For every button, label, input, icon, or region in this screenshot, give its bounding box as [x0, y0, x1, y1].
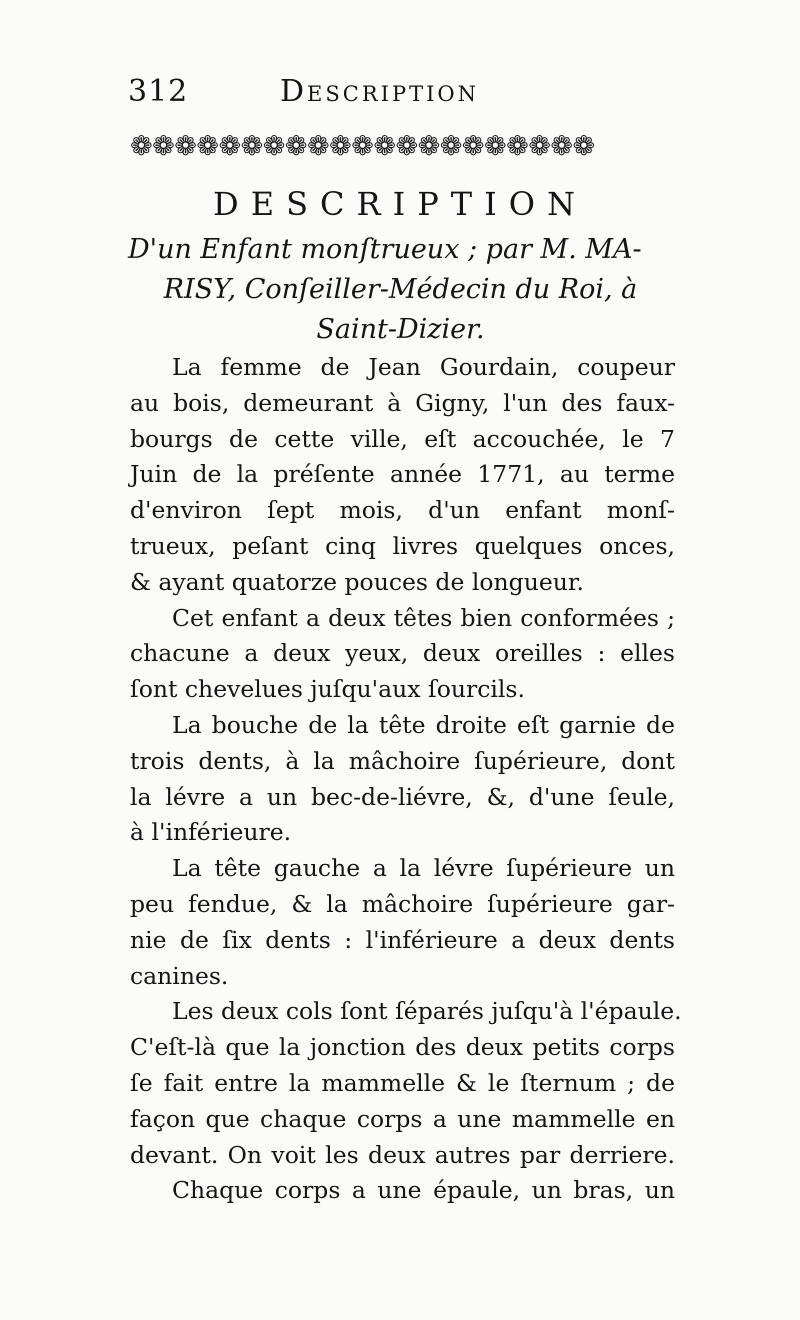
text-line: à l'inférieure. [130, 818, 292, 847]
article-subtitle [128, 230, 673, 350]
text-line: devant. On voit les deux autres par derriere. [130, 1140, 675, 1169]
article-body [130, 350, 682, 1209]
text-line: d'environ ſept mois, d'un enfant monſ- [130, 496, 675, 525]
text-line: nie de ſix dents : l'inférieure a deux dents [130, 925, 675, 954]
text-line: Les deux cols ſont ſéparés juſqu'à l'épaule. [172, 997, 682, 1026]
text-line: au bois, demeurant à Gigny, l'un des faux- [130, 388, 675, 417]
text-line: Juin de la préſente année 1771, au terme [130, 460, 675, 489]
text-line: & ayant quatorze pouces de longueur. [130, 567, 584, 596]
article-title: DESCRIPTION [213, 185, 587, 223]
text-line: ſe fait entre la mammelle & le ſternum ; de [130, 1068, 675, 1097]
ornament-band: ❁❁❁❁❁❁❁❁❁❁❁❁❁❁❁❁❁❁❁❁❁ [130, 131, 595, 162]
text-line: bourgs de cette ville, eſt accouchée, le 7 [130, 424, 675, 453]
text-line: Chaque corps a une épaule, un bras, un [172, 1176, 675, 1205]
page-number: 312 [128, 74, 189, 109]
text-line: La femme de Jean Gourdain, coupeur [172, 353, 675, 381]
text-line: la lévre a un bec-de-liévre, &, d'une ſeule, [130, 782, 675, 811]
text-line: peu fendue, & la mâchoire ſupérieure gar- [130, 889, 675, 918]
subtitle-line: D'un Enfant monſtrueux ; par M. MA- [128, 234, 642, 265]
text-line: canines. [130, 961, 229, 990]
text-line: ſont chevelues juſqu'aux ſourcils. [130, 675, 525, 704]
subtitle-line: RISY, Conſeiller-Médecin du Roi, à [163, 274, 638, 305]
text-line: La bouche de la tête droite eſt garnie de [172, 710, 675, 739]
text-line: chacune a deux yeux, deux oreilles : elles [130, 639, 675, 668]
text-line: trueux, peſant cinq livres quelques onces, [130, 531, 675, 560]
text-line: La tête gauche a la lévre ſupérieure un [172, 854, 675, 883]
text-line: façon que chaque corps a une mammelle en [130, 1104, 675, 1133]
running-title: Description [280, 74, 479, 109]
text-line: C'eſt-là que la jonction des deux petits corps [130, 1033, 675, 1062]
text-line: Cet enfant a deux têtes bien conformées ; [172, 603, 675, 632]
subtitle-line: Saint-Dizier. [316, 314, 485, 345]
running-head [128, 72, 668, 122]
text-line: trois dents, à la mâchoire ſupérieure, dont [130, 746, 675, 775]
